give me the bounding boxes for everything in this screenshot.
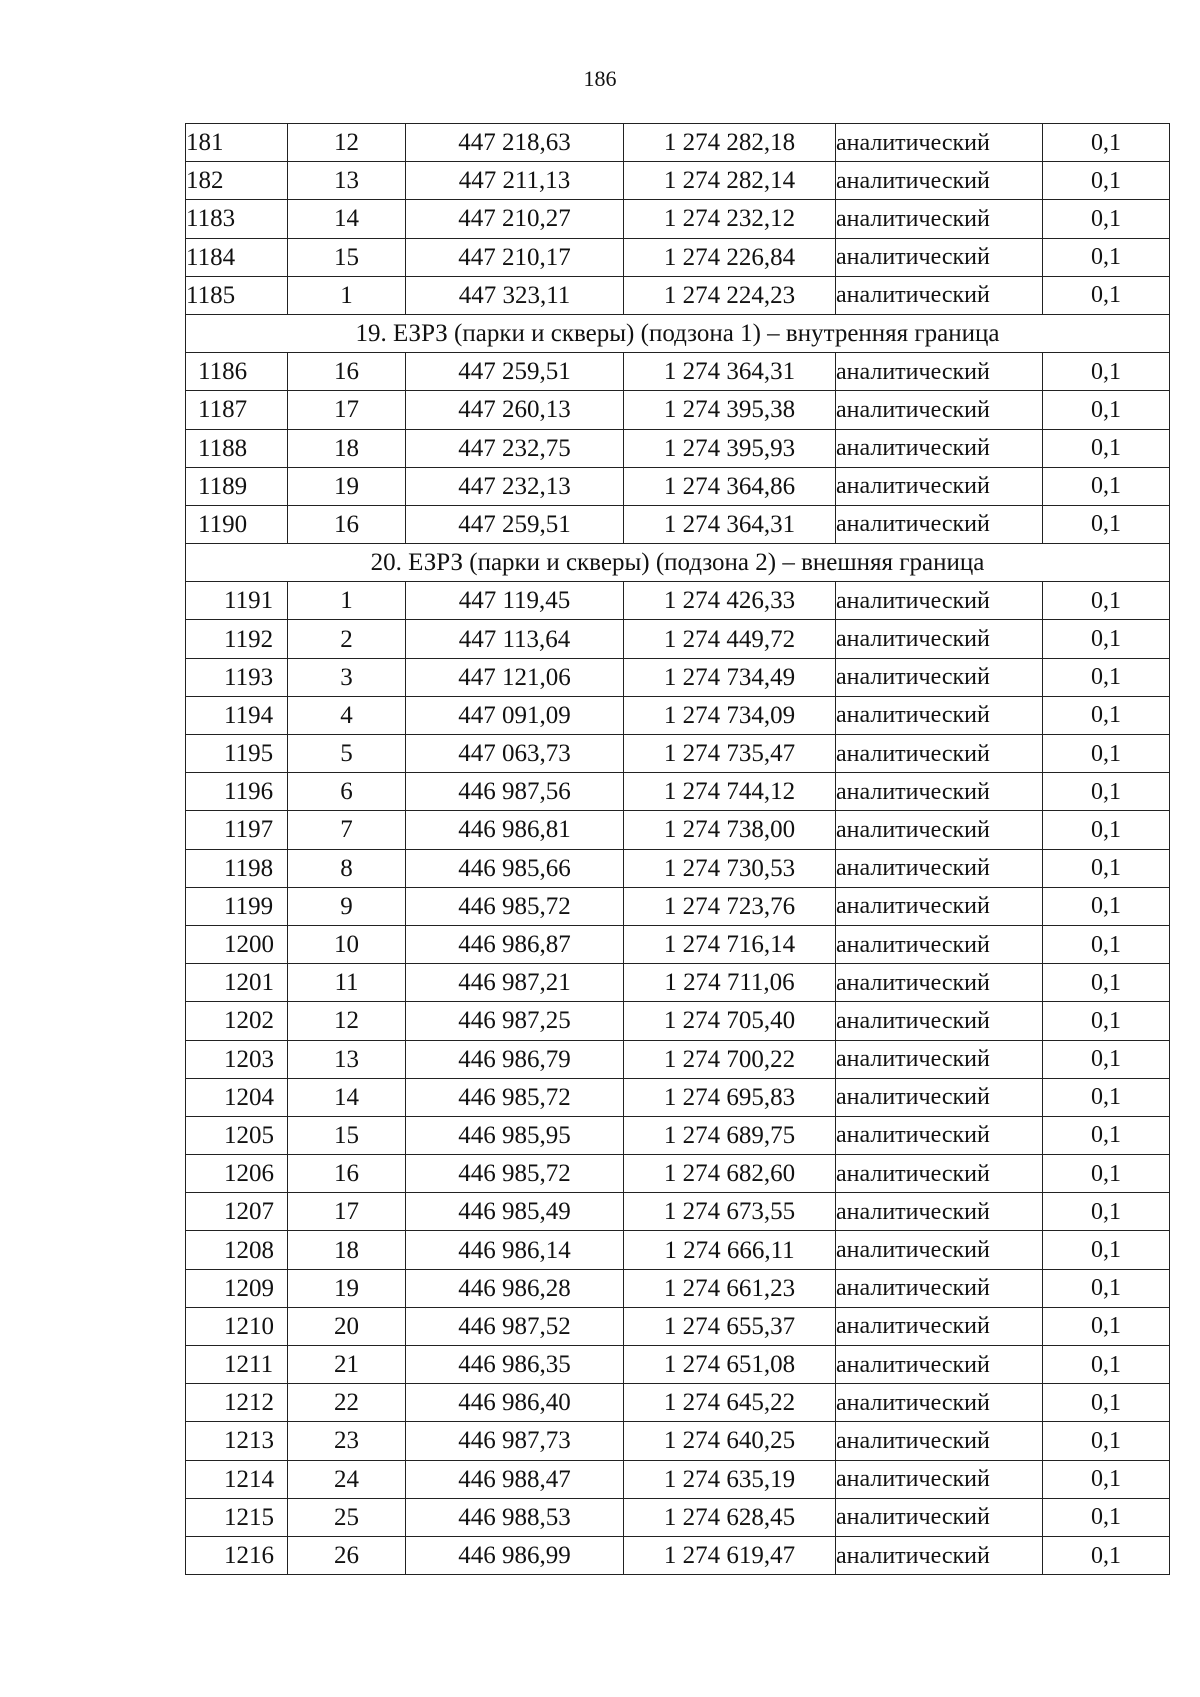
method-cell: аналитический: [836, 162, 1043, 200]
accuracy-cell: 0,1: [1043, 124, 1170, 162]
point-number-cell: 5: [288, 735, 406, 773]
table-row: [186, 696, 1170, 734]
method-cell: аналитический: [836, 1040, 1043, 1078]
x-coordinate-cell: 447 323,11: [406, 276, 624, 314]
point-number-cell: 21: [288, 1346, 406, 1384]
accuracy-cell: 0,1: [1043, 925, 1170, 963]
row-number-cell: 181: [186, 124, 288, 162]
point-number-cell: 14: [288, 1078, 406, 1116]
point-number-cell: 19: [288, 467, 406, 505]
table-row: [186, 1307, 1170, 1345]
table-row: [186, 925, 1170, 963]
x-coordinate-cell: 446 987,21: [406, 964, 624, 1002]
y-coordinate-cell: 1 274 395,38: [624, 391, 836, 429]
x-coordinate-cell: 447 218,63: [406, 124, 624, 162]
accuracy-cell: 0,1: [1043, 162, 1170, 200]
accuracy-cell: 0,1: [1043, 887, 1170, 925]
coordinates-table: [185, 123, 1170, 1575]
row-number-cell: 1213: [186, 1422, 288, 1460]
x-coordinate-cell: 446 986,81: [406, 811, 624, 849]
method-cell: аналитический: [836, 735, 1043, 773]
row-number-cell: 1194: [186, 696, 288, 734]
method-cell: аналитический: [836, 1460, 1043, 1498]
method-cell: аналитический: [836, 964, 1043, 1002]
x-coordinate-cell: 446 985,66: [406, 849, 624, 887]
row-number-cell: 1215: [186, 1498, 288, 1536]
section-title: 20. ЕЗРЗ (парки и скверы) (подзона 2) – внешняя граница: [186, 544, 1170, 582]
table-row: [186, 1193, 1170, 1231]
table-row: [186, 1269, 1170, 1307]
row-number-cell: 1188: [186, 429, 288, 467]
point-number-cell: 15: [288, 1116, 406, 1154]
y-coordinate-cell: 1 274 226,84: [624, 238, 836, 276]
row-number-cell: 1206: [186, 1155, 288, 1193]
method-cell: аналитический: [836, 887, 1043, 925]
method-cell: аналитический: [836, 391, 1043, 429]
row-number-cell: 182: [186, 162, 288, 200]
point-number-cell: 18: [288, 429, 406, 467]
row-number-cell: 1189: [186, 467, 288, 505]
row-number-cell: 1205: [186, 1116, 288, 1154]
x-coordinate-cell: 446 986,40: [406, 1384, 624, 1422]
y-coordinate-cell: 1 274 635,19: [624, 1460, 836, 1498]
y-coordinate-cell: 1 274 738,00: [624, 811, 836, 849]
method-cell: аналитический: [836, 467, 1043, 505]
point-number-cell: 16: [288, 505, 406, 543]
row-number-cell: 1187: [186, 391, 288, 429]
accuracy-cell: 0,1: [1043, 849, 1170, 887]
accuracy-cell: 0,1: [1043, 1498, 1170, 1536]
method-cell: аналитический: [836, 1078, 1043, 1116]
row-number-cell: 1184: [186, 238, 288, 276]
method-cell: аналитический: [836, 773, 1043, 811]
table-row: [186, 505, 1170, 543]
table-row: [186, 1116, 1170, 1154]
accuracy-cell: 0,1: [1043, 1422, 1170, 1460]
point-number-cell: 8: [288, 849, 406, 887]
y-coordinate-cell: 1 274 655,37: [624, 1307, 836, 1345]
table-row: [186, 238, 1170, 276]
x-coordinate-cell: 446 985,95: [406, 1116, 624, 1154]
x-coordinate-cell: 446 988,47: [406, 1460, 624, 1498]
row-number-cell: 1198: [186, 849, 288, 887]
row-number-cell: 1197: [186, 811, 288, 849]
point-number-cell: 2: [288, 620, 406, 658]
accuracy-cell: 0,1: [1043, 773, 1170, 811]
row-number-cell: 1211: [186, 1346, 288, 1384]
method-cell: аналитический: [836, 276, 1043, 314]
y-coordinate-cell: 1 274 673,55: [624, 1193, 836, 1231]
row-number-cell: 1193: [186, 658, 288, 696]
table-row: [186, 429, 1170, 467]
method-cell: аналитический: [836, 429, 1043, 467]
method-cell: аналитический: [836, 1307, 1043, 1345]
point-number-cell: 23: [288, 1422, 406, 1460]
table-row: [186, 773, 1170, 811]
point-number-cell: 4: [288, 696, 406, 734]
x-coordinate-cell: 446 987,52: [406, 1307, 624, 1345]
point-number-cell: 6: [288, 773, 406, 811]
table-row: [186, 1460, 1170, 1498]
accuracy-cell: 0,1: [1043, 1231, 1170, 1269]
method-cell: аналитический: [836, 1155, 1043, 1193]
method-cell: аналитический: [836, 1384, 1043, 1422]
table-row: [186, 964, 1170, 1002]
y-coordinate-cell: 1 274 426,33: [624, 582, 836, 620]
point-number-cell: 13: [288, 1040, 406, 1078]
point-number-cell: 15: [288, 238, 406, 276]
point-number-cell: 18: [288, 1231, 406, 1269]
row-number-cell: 1209: [186, 1269, 288, 1307]
row-number-cell: 1204: [186, 1078, 288, 1116]
x-coordinate-cell: 447 091,09: [406, 696, 624, 734]
x-coordinate-cell: 446 986,14: [406, 1231, 624, 1269]
y-coordinate-cell: 1 274 682,60: [624, 1155, 836, 1193]
method-cell: аналитический: [836, 582, 1043, 620]
accuracy-cell: 0,1: [1043, 1155, 1170, 1193]
method-cell: аналитический: [836, 1193, 1043, 1231]
method-cell: аналитический: [836, 124, 1043, 162]
point-number-cell: 12: [288, 1002, 406, 1040]
accuracy-cell: 0,1: [1043, 276, 1170, 314]
table-row: [186, 849, 1170, 887]
section-header-row: [186, 314, 1170, 352]
x-coordinate-cell: 446 986,79: [406, 1040, 624, 1078]
page-number: 186: [583, 66, 617, 91]
table-row: [186, 353, 1170, 391]
table-row: [186, 735, 1170, 773]
row-number-cell: 1203: [186, 1040, 288, 1078]
method-cell: аналитический: [836, 1231, 1043, 1269]
y-coordinate-cell: 1 274 645,22: [624, 1384, 836, 1422]
point-number-cell: 17: [288, 1193, 406, 1231]
y-coordinate-cell: 1 274 232,12: [624, 200, 836, 238]
table-row: [186, 887, 1170, 925]
method-cell: аналитический: [836, 1002, 1043, 1040]
y-coordinate-cell: 1 274 628,45: [624, 1498, 836, 1536]
row-number-cell: 1183: [186, 200, 288, 238]
method-cell: аналитический: [836, 1346, 1043, 1384]
accuracy-cell: 0,1: [1043, 1346, 1170, 1384]
accuracy-cell: 0,1: [1043, 696, 1170, 734]
method-cell: аналитический: [836, 696, 1043, 734]
y-coordinate-cell: 1 274 640,25: [624, 1422, 836, 1460]
row-number-cell: 1208: [186, 1231, 288, 1269]
y-coordinate-cell: 1 274 730,53: [624, 849, 836, 887]
point-number-cell: 17: [288, 391, 406, 429]
point-number-cell: 16: [288, 353, 406, 391]
y-coordinate-cell: 1 274 364,86: [624, 467, 836, 505]
method-cell: аналитический: [836, 811, 1043, 849]
point-number-cell: 22: [288, 1384, 406, 1422]
y-coordinate-cell: 1 274 395,93: [624, 429, 836, 467]
point-number-cell: 3: [288, 658, 406, 696]
x-coordinate-cell: 447 259,51: [406, 353, 624, 391]
accuracy-cell: 0,1: [1043, 1040, 1170, 1078]
row-number-cell: 1190: [186, 505, 288, 543]
table-row: [186, 162, 1170, 200]
point-number-cell: 9: [288, 887, 406, 925]
table-row: [186, 200, 1170, 238]
row-number-cell: 1202: [186, 1002, 288, 1040]
x-coordinate-cell: 447 210,17: [406, 238, 624, 276]
x-coordinate-cell: 446 987,56: [406, 773, 624, 811]
table-row: [186, 1536, 1170, 1574]
point-number-cell: 14: [288, 200, 406, 238]
row-number-cell: 1210: [186, 1307, 288, 1345]
x-coordinate-cell: 447 063,73: [406, 735, 624, 773]
table-row: [186, 582, 1170, 620]
accuracy-cell: 0,1: [1043, 353, 1170, 391]
x-coordinate-cell: 446 985,72: [406, 1155, 624, 1193]
point-number-cell: 1: [288, 582, 406, 620]
table-row: [186, 1422, 1170, 1460]
accuracy-cell: 0,1: [1043, 200, 1170, 238]
point-number-cell: 19: [288, 1269, 406, 1307]
y-coordinate-cell: 1 274 689,75: [624, 1116, 836, 1154]
accuracy-cell: 0,1: [1043, 1269, 1170, 1307]
x-coordinate-cell: 446 985,72: [406, 887, 624, 925]
table-row: [186, 1002, 1170, 1040]
x-coordinate-cell: 447 260,13: [406, 391, 624, 429]
method-cell: аналитический: [836, 1536, 1043, 1574]
accuracy-cell: 0,1: [1043, 505, 1170, 543]
row-number-cell: 1191: [186, 582, 288, 620]
accuracy-cell: 0,1: [1043, 1002, 1170, 1040]
y-coordinate-cell: 1 274 705,40: [624, 1002, 836, 1040]
accuracy-cell: 0,1: [1043, 582, 1170, 620]
y-coordinate-cell: 1 274 711,06: [624, 964, 836, 1002]
accuracy-cell: 0,1: [1043, 1116, 1170, 1154]
x-coordinate-cell: 447 210,27: [406, 200, 624, 238]
table-row: [186, 1346, 1170, 1384]
accuracy-cell: 0,1: [1043, 1384, 1170, 1422]
point-number-cell: 26: [288, 1536, 406, 1574]
table-row: [186, 1498, 1170, 1536]
x-coordinate-cell: 446 986,28: [406, 1269, 624, 1307]
table-row: [186, 1040, 1170, 1078]
table-row: [186, 467, 1170, 505]
section-title: 19. ЕЗРЗ (парки и скверы) (подзона 1) – внутренняя граница: [186, 314, 1170, 352]
point-number-cell: 20: [288, 1307, 406, 1345]
accuracy-cell: 0,1: [1043, 391, 1170, 429]
table-row: [186, 1384, 1170, 1422]
point-number-cell: 12: [288, 124, 406, 162]
method-cell: аналитический: [836, 353, 1043, 391]
y-coordinate-cell: 1 274 364,31: [624, 353, 836, 391]
y-coordinate-cell: 1 274 282,14: [624, 162, 836, 200]
row-number-cell: 1192: [186, 620, 288, 658]
x-coordinate-cell: 447 232,75: [406, 429, 624, 467]
method-cell: аналитический: [836, 238, 1043, 276]
accuracy-cell: 0,1: [1043, 1307, 1170, 1345]
coordinates-table-body: [186, 124, 1170, 1575]
table-row: [186, 276, 1170, 314]
table-row: [186, 1231, 1170, 1269]
y-coordinate-cell: 1 274 700,22: [624, 1040, 836, 1078]
point-number-cell: 11: [288, 964, 406, 1002]
point-number-cell: 10: [288, 925, 406, 963]
y-coordinate-cell: 1 274 449,72: [624, 620, 836, 658]
accuracy-cell: 0,1: [1043, 467, 1170, 505]
x-coordinate-cell: 447 211,13: [406, 162, 624, 200]
accuracy-cell: 0,1: [1043, 1078, 1170, 1116]
y-coordinate-cell: 1 274 619,47: [624, 1536, 836, 1574]
accuracy-cell: 0,1: [1043, 658, 1170, 696]
y-coordinate-cell: 1 274 734,49: [624, 658, 836, 696]
point-number-cell: 1: [288, 276, 406, 314]
x-coordinate-cell: 446 987,25: [406, 1002, 624, 1040]
method-cell: аналитический: [836, 200, 1043, 238]
y-coordinate-cell: 1 274 734,09: [624, 696, 836, 734]
accuracy-cell: 0,1: [1043, 1460, 1170, 1498]
accuracy-cell: 0,1: [1043, 964, 1170, 1002]
y-coordinate-cell: 1 274 744,12: [624, 773, 836, 811]
accuracy-cell: 0,1: [1043, 238, 1170, 276]
table-row: [186, 1155, 1170, 1193]
y-coordinate-cell: 1 274 723,76: [624, 887, 836, 925]
y-coordinate-cell: 1 274 224,23: [624, 276, 836, 314]
section-header-row: [186, 544, 1170, 582]
row-number-cell: 1195: [186, 735, 288, 773]
x-coordinate-cell: 446 986,99: [406, 1536, 624, 1574]
row-number-cell: 1199: [186, 887, 288, 925]
point-number-cell: 13: [288, 162, 406, 200]
point-number-cell: 16: [288, 1155, 406, 1193]
y-coordinate-cell: 1 274 661,23: [624, 1269, 836, 1307]
method-cell: аналитический: [836, 505, 1043, 543]
point-number-cell: 7: [288, 811, 406, 849]
table-row: [186, 1078, 1170, 1116]
x-coordinate-cell: 446 986,35: [406, 1346, 624, 1384]
table-row: [186, 391, 1170, 429]
accuracy-cell: 0,1: [1043, 1193, 1170, 1231]
table-row: [186, 811, 1170, 849]
y-coordinate-cell: 1 274 716,14: [624, 925, 836, 963]
x-coordinate-cell: 446 985,49: [406, 1193, 624, 1231]
x-coordinate-cell: 446 985,72: [406, 1078, 624, 1116]
accuracy-cell: 0,1: [1043, 735, 1170, 773]
x-coordinate-cell: 447 113,64: [406, 620, 624, 658]
y-coordinate-cell: 1 274 695,83: [624, 1078, 836, 1116]
x-coordinate-cell: 446 988,53: [406, 1498, 624, 1536]
method-cell: аналитический: [836, 925, 1043, 963]
x-coordinate-cell: 447 259,51: [406, 505, 624, 543]
row-number-cell: 1207: [186, 1193, 288, 1231]
accuracy-cell: 0,1: [1043, 811, 1170, 849]
point-number-cell: 25: [288, 1498, 406, 1536]
x-coordinate-cell: 446 987,73: [406, 1422, 624, 1460]
method-cell: аналитический: [836, 1422, 1043, 1460]
accuracy-cell: 0,1: [1043, 620, 1170, 658]
point-number-cell: 24: [288, 1460, 406, 1498]
x-coordinate-cell: 447 121,06: [406, 658, 624, 696]
method-cell: аналитический: [836, 1498, 1043, 1536]
row-number-cell: 1186: [186, 353, 288, 391]
y-coordinate-cell: 1 274 666,11: [624, 1231, 836, 1269]
row-number-cell: 1196: [186, 773, 288, 811]
y-coordinate-cell: 1 274 735,47: [624, 735, 836, 773]
row-number-cell: 1200: [186, 925, 288, 963]
y-coordinate-cell: 1 274 651,08: [624, 1346, 836, 1384]
x-coordinate-cell: 447 119,45: [406, 582, 624, 620]
row-number-cell: 1212: [186, 1384, 288, 1422]
method-cell: аналитический: [836, 1269, 1043, 1307]
y-coordinate-cell: 1 274 282,18: [624, 124, 836, 162]
accuracy-cell: 0,1: [1043, 1536, 1170, 1574]
table-row: [186, 620, 1170, 658]
accuracy-cell: 0,1: [1043, 429, 1170, 467]
method-cell: аналитический: [836, 658, 1043, 696]
method-cell: аналитический: [836, 1116, 1043, 1154]
row-number-cell: 1216: [186, 1536, 288, 1574]
row-number-cell: 1201: [186, 964, 288, 1002]
table-row: [186, 124, 1170, 162]
table-row: [186, 658, 1170, 696]
method-cell: аналитический: [836, 620, 1043, 658]
row-number-cell: 1185: [186, 276, 288, 314]
x-coordinate-cell: 447 232,13: [406, 467, 624, 505]
method-cell: аналитический: [836, 849, 1043, 887]
y-coordinate-cell: 1 274 364,31: [624, 505, 836, 543]
x-coordinate-cell: 446 986,87: [406, 925, 624, 963]
row-number-cell: 1214: [186, 1460, 288, 1498]
